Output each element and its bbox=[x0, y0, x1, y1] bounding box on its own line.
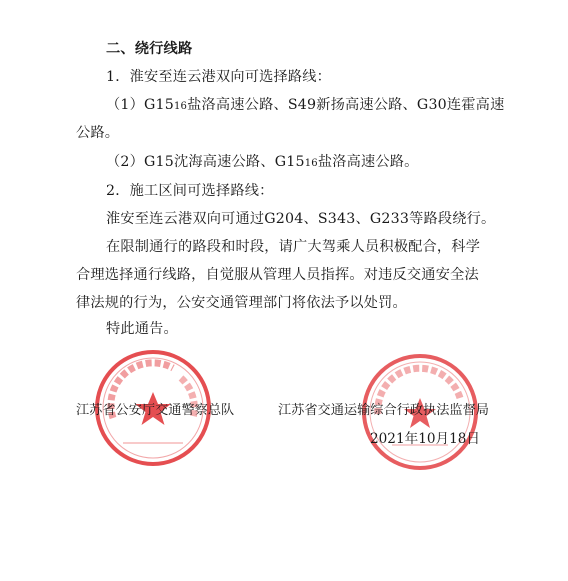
item1-option1 bbox=[106, 96, 504, 116]
item1-option2-suffix: 盐洛高速公路。 bbox=[317, 154, 419, 170]
document-date: 2021年10月18日 bbox=[370, 431, 480, 447]
signature-left: 江苏省公安厅交通警察总队 bbox=[76, 403, 235, 418]
notice-line-2: 合理选择通行线路，自觉服从管理人员指挥。对违反交通安全法 bbox=[76, 267, 479, 283]
item1-option1-text: 盐洛高速公路、S49新扬高速公路、G30连霍高速 bbox=[187, 97, 505, 113]
section-title: 二、绕行线路 bbox=[106, 41, 193, 57]
signature-right: 江苏省交通运输综合行政执法监督局 bbox=[278, 403, 489, 418]
item1-option2-subscript: 16 bbox=[304, 158, 318, 169]
item2-text: 淮安至连云港双向可通过G204、S343、G233等路段绕行。 bbox=[106, 211, 496, 227]
item1-title: 1．淮安至连云港双向可选择路线： bbox=[106, 69, 332, 85]
item1-option1-prefix: （1）G15 bbox=[106, 97, 174, 113]
item1-option2 bbox=[106, 153, 419, 173]
item1-option2-prefix: （2）G15沈海高速公路、G15 bbox=[106, 154, 305, 170]
item1-option1-continued: 公路。 bbox=[76, 125, 120, 141]
closing-text: 特此通告。 bbox=[106, 321, 178, 337]
notice-line-3: 律法规的行为，公安交通管理部门将依法予以处罚。 bbox=[76, 295, 407, 311]
item2-title: 2．施工区间可选择路线： bbox=[106, 183, 274, 199]
item1-option1-subscript: 16 bbox=[174, 101, 188, 112]
notice-line-1: 在限制通行的路段和时段，请广大驾乘人员积极配合，科学 bbox=[106, 239, 481, 255]
